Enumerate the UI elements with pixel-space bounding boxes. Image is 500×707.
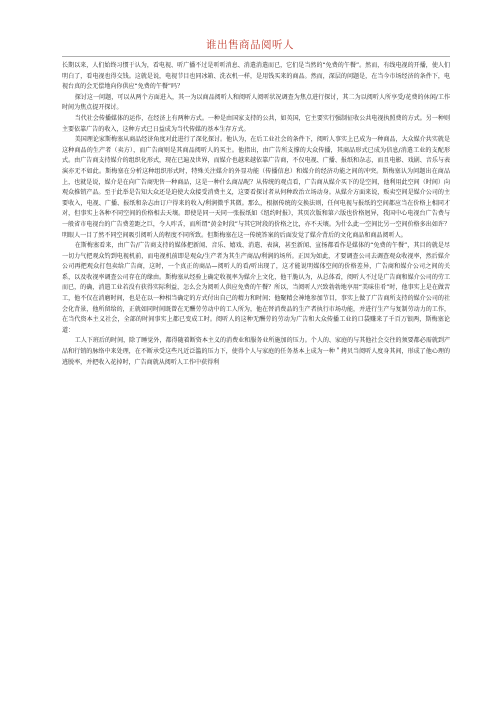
document-title: 谁出售商品阅听人 — [206, 39, 294, 51]
document-body — [62, 61, 450, 368]
paragraph-3: 当代社会传播媒体的运作，在经济上有两种方式。一种是由国家支持的公共，如英国，它主要实行强制征收公共电视执照费的方式。另一种则主要依靠广告的收入，这种方式已日益成为当代传媒的基本生存方式。 — [62, 114, 450, 133]
paragraph-1: 长期以来，人们始终习惯于认为，看电视、听广播不过是听听消息、消遣消遣而已，它们是当然的“免费的午餐”。然而，有线电视的开播，使人们明白了，看电视也得交钱。这就是说，电视节目也同冰箱、洗衣机一样，是用钱买来的商品。然而，深层的问题是，在当今市场经济的条件下，电视台真的会无偿地向你供应“免费的午餐”吗？ — [62, 62, 450, 91]
paragraph-4: 美国理论家斯梅塞从商品经济角度对此进行了深化探讨。他认为，在后工业社会的条件下，阅听人事实上已成为一种商品，大众媒介共实就是这种商品的生产者（卖方），而广告商则是其商品阅听人的买主。他指出，由广告所支撑的大众传播，其商品形式已成为信息/消遣工业的支配形式。由广告商支持媒介的组织化形式，现在已遍及世界，而媒介也越来越依靠广告商，不仅电视、广播、报纸和杂志，而且电影、戏剧、音乐与表演亦无不如此。斯梅塞在分析这种组织形式时，特殊关注媒介的外显功能（传播信息）和媒介的经济功能之间的冲突。斯梅塞认为问题出在商品上，也就是说，媒介是在向广告商兜售一种商品，这是一种什么商品呢？从传统的观点看，广告商从媒介买下的是空间，他利用此空间（时间）向观众推销产品。至于此举是告知大众还是迫使大众接受消费主义，这要看探讨者从何种政治立场动身。从媒介方面来说，贩卖空间是媒介公司的主要收入，电视、广播、报纸和杂志由订户得来的收入/利润微乎其微。那么，根据传统的交换法则，任何电视与报纸的空间都应当在价格上相同才对，但事实上各种不同空间的价格相去天壤。即使是同一天同一张报纸如《纽约时报》，其页次版和第六版也价格迥异，我国中心电视台广告费与一般省市电视台的广告费差距之巨，令人咋舌，而所谓“黄金时段”与其它时段的价格之比，亦不天壤。为什么此一空间比另一空间价格多出如许？明眼人一目了然不同空间吸引阅听人的程度不同所致。但斯梅塞在这一传统答案的后面发觉了媒介背后的文化商品和商品阅听人。 — [62, 136, 450, 239]
title-divider — [62, 56, 450, 57]
paragraph-5: 在斯梅塞看来，由广告/广告商支持的媒体把新闻、音乐、嬉戏、消遣、表演，甚至新闻、宣扬都看作是媒体的“免费的午餐”，其目的就是尽一切力气把观众钓到电视机前，而电视机前即是观众/生产者为其生产商品/利润的场所。正因为如此，才要调查公司去调查观众收视率，然后媒介公司再把观众打包卖给广告商，这时，一个真正的商品—阅听人的看/听出现了，这才能说明媒体空间的价格差异，广告商和媒介公司之间的关系，以及收视率调查公司存在的缘由。斯梅塞从经验上确定收视率为媒介上文化，他干脆认为，从总体看，阅听人不过是广告商和媒介公司的劳工而已，的确，消遣工业若没有获得实际利益，怎么会为阅听人供应免费的午餐？所以，当阅听人兴致勃勃地享用“美味佳肴”时，他事实上是在做苦工，他不仅在消磨时间，也是在以一种相当确定的方式付出自己的精力和时间；他聚精会神地参加节目，事实上做了广告商所支持的媒介公司的社会化背景，他所留给的，正就如同时间既曾在无酬劳劳动中的工人所为，他在替消费品的生产者执行市场功能，并进行生产与复制劳动力的工作，在当代资本主义社会，全部的时间事实上都已变成工时。阅听人的这种无酬劳的劳动为广告和大众传播工业的口袋赚来了千百万银两，斯梅塞论道： — [62, 242, 450, 334]
paragraph-2: 探讨这一问题，可以从两个方面进入，其一为以商品阅听人和阅听人阅听状况调查为焦点进行探讨，其二为以阅听人所享受/花费的休闲/工作时间为焦点提开探讨。 — [62, 93, 450, 112]
paragraph-6: 工人下班后的时间，除了睡觉外，都得随着断资本主义的消费业和服务业所施加的压力。个人的、家庭的与其他社会交往的须要都必需就到产品和行销的脉络中来处理，在不断承受这些凡近泛滥的压力下，使得个人与家庭的任务基本上成为一种＂拷贝当阅听人度身其间，形成了他心理的逃脱率，并把收入花掉时，广告商就从阅听人工作中获得利 — [62, 337, 450, 366]
